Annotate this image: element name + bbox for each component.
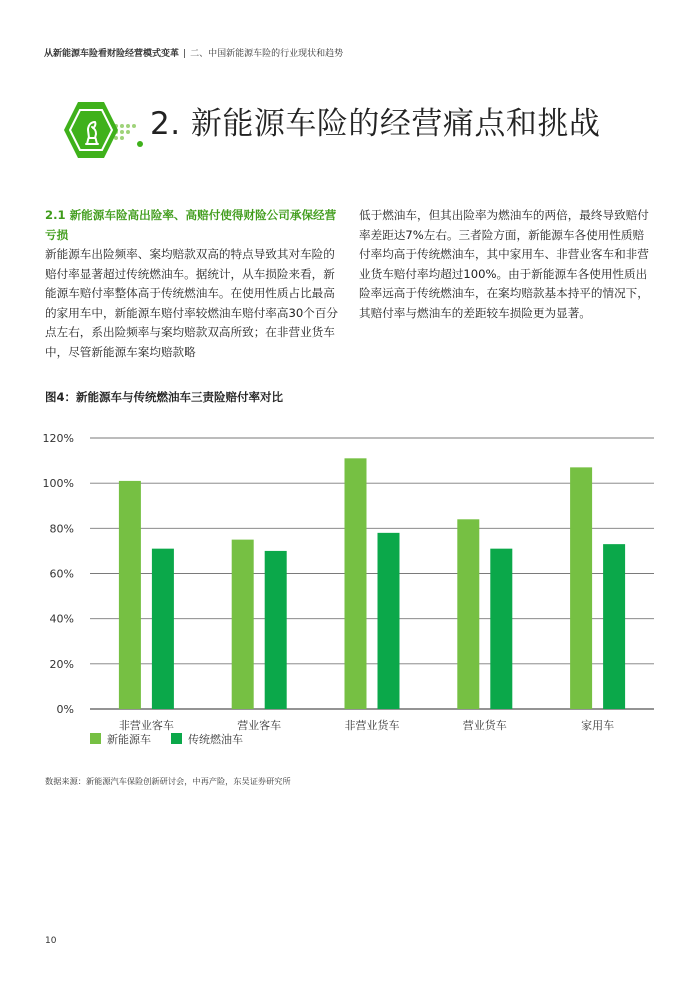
bar-fuel (490, 549, 512, 709)
x-tick-label: 家用车 (581, 719, 615, 732)
y-tick-label: 60% (49, 567, 74, 581)
bar-nev (232, 540, 254, 709)
chess-knight-icon (44, 100, 144, 160)
legend-swatch (171, 733, 182, 744)
y-tick-label: 100% (42, 477, 74, 491)
bar-fuel (265, 551, 287, 709)
x-tick-label: 非营业货车 (344, 719, 400, 732)
y-tick-label: 40% (49, 612, 74, 626)
bar-fuel (152, 549, 174, 709)
y-tick-label: 20% (49, 657, 74, 671)
running-head-title: 从新能源车险看财险经营模式变革 (44, 49, 180, 59)
text-column-right (359, 206, 655, 323)
x-tick-label: 营业客车 (237, 719, 282, 732)
paragraph-right: 低于燃油车，但其出险率为燃油车的两倍，最终导致赔付率差距达7%左右。三者险方面，新能源车各使用性质赔付率均高于传统燃油车，其中家用车、非营业客车和非营业货车赔付率均超过100%。由于新能源车各使用性质出险率远高于传统燃油车，在案均赔款基本持平的情况下，其赔付率与燃油车的差距较车损险更为显著。 (359, 208, 649, 320)
legend-swatch (90, 733, 101, 744)
page-number: 10 (45, 936, 57, 946)
running-head-section: 二、中国新能源车险的行业现状和趋势 (190, 49, 344, 59)
running-head (44, 46, 343, 59)
subheading: 2.1 新能源车险高出险率、高赔付使得财险公司承保经营亏损 (45, 208, 337, 242)
legend-label: 传统燃油车 (188, 733, 243, 746)
loss-ratio-bar-chart (0, 420, 699, 765)
bar-nev (345, 458, 367, 709)
section-title: 2. 新能源车险的经营痛点和挑战 (150, 106, 601, 142)
running-head-separator: | (183, 49, 187, 59)
x-tick-label: 营业货车 (462, 719, 507, 732)
bar-fuel (603, 544, 625, 709)
bar-nev (570, 467, 592, 709)
y-tick-label: 0% (56, 703, 74, 716)
text-column-left (45, 206, 341, 362)
paragraph-left: 新能源车出险频率、案均赔款双高的特点导致其对车险的赔付率显著超过传统燃油车。据统计，从车损险来看，新能源车赔付率整体高于传统燃油车。在使用性质占比最高的家用车中，新能源车赔付率较燃油车赔付率高30个百分点左右，系出险频率与案均赔款双高所致；在非营业货车中，尽管新能源车案均赔款略 (45, 247, 339, 359)
figure-title: 图4：新能源车与传统燃油车三责险赔付率对比 (45, 390, 283, 404)
bar-nev (119, 481, 141, 709)
bar-nev (457, 519, 479, 709)
figure-source: 数据来源：新能源汽车保险创新研讨会，中再产险，东吴证券研究所 (45, 776, 291, 786)
x-tick-label: 非营业客车 (118, 719, 174, 732)
y-tick-label: 80% (49, 522, 74, 536)
y-tick-label: 120% (42, 432, 74, 445)
bar-fuel (378, 533, 400, 709)
legend-label: 新能源车 (107, 733, 151, 746)
